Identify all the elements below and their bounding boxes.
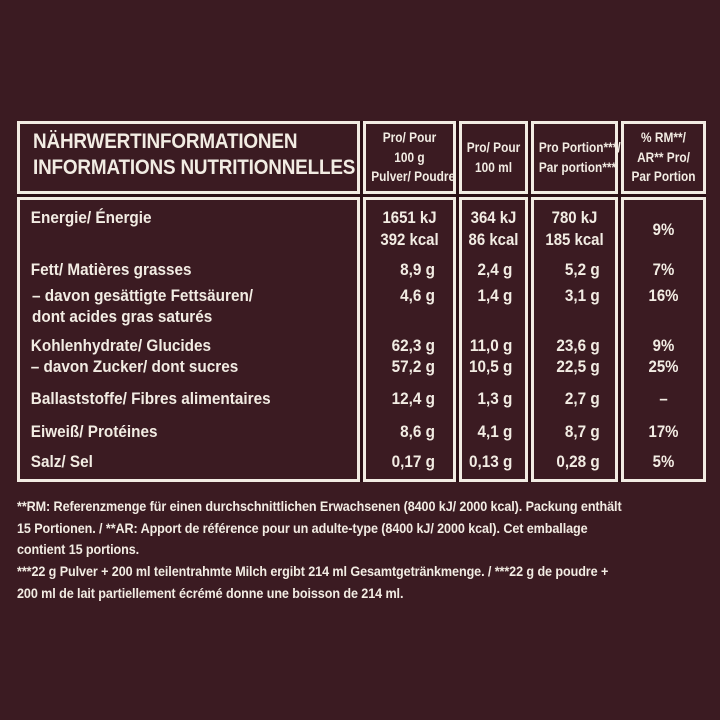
- nutrient-labels-column: [17, 197, 360, 482]
- value-percent: 9%: [652, 220, 675, 239]
- percent-rm-column: [621, 197, 706, 482]
- value-percent: 25%: [648, 357, 679, 376]
- value-cell: 12,4 g: [391, 389, 435, 408]
- header-line: AR** Pro/: [637, 149, 690, 165]
- value-cell: 0,13 g: [469, 452, 513, 471]
- nutrient-label-saturates: [20, 285, 357, 327]
- nutrient-label-fat: Fett/ Matières grasses: [30, 260, 192, 279]
- value-cell: 0,17 g: [391, 452, 435, 471]
- footnote-line: contient 15 portions.: [17, 541, 140, 557]
- value-cell: 23,6 g: [556, 336, 600, 355]
- value-percent: 16%: [648, 286, 679, 305]
- value-cell: 3,1 g: [564, 286, 600, 305]
- value-cell: 2,7 g: [564, 389, 600, 408]
- value-cell: 5,2 g: [564, 260, 600, 279]
- footnote-line: 200 ml de lait partiellement écrémé donne une boisson de 214 ml.: [17, 584, 404, 601]
- value-line-kcal: 185 kcal: [545, 230, 604, 249]
- value-cell: 8,6 g: [400, 422, 435, 441]
- column-header-percent-rm: [621, 121, 706, 194]
- footnote-line: **RM: Referenzmenge für einen durchschnittlichen Erwachsenen (8400 kJ/ 2000 kcal). Packung enthält: [17, 498, 622, 514]
- nutrient-label-energy: Energie/ Énergie: [30, 208, 152, 227]
- value-line-kcal: 86 kcal: [468, 230, 519, 249]
- table-body-row: [17, 197, 706, 482]
- values-per-portion-column: [531, 197, 618, 482]
- column-header-per-100g-powder: [363, 121, 456, 194]
- footnote-reference-amount: [17, 496, 717, 561]
- header-line: Pulver/ Poudre: [371, 169, 456, 185]
- value-energy-portion: [534, 207, 615, 253]
- value-cell: 11,0 g: [469, 336, 513, 355]
- value-line-kj: 364 kJ: [470, 208, 517, 227]
- value-line-kj: 1651 kJ: [382, 208, 437, 227]
- value-percent: 9%: [652, 336, 675, 355]
- value-cell: 8,9 g: [400, 260, 435, 279]
- nutrient-label-carbohydrate: Kohlenhydrate/ Glucides: [30, 336, 212, 355]
- value-energy-100g: [366, 207, 453, 253]
- value-cell: 62,3 g: [391, 336, 435, 355]
- value-cell: 4,1 g: [477, 422, 513, 441]
- header-line: 100 g: [394, 149, 425, 165]
- table-header-row: [17, 121, 706, 194]
- header-line: Par portion***: [538, 159, 617, 175]
- value-cell: 57,2 g: [391, 357, 435, 376]
- footnote-portion-preparation: [17, 561, 717, 604]
- header-line: Pro/ Pour: [382, 130, 437, 146]
- table-title: [17, 121, 360, 194]
- header-line: Pro/ Pour: [466, 140, 521, 155]
- nutrient-label-protein: Eiweiß/ Protéines: [30, 422, 158, 441]
- header-line: % RM**/: [641, 130, 686, 146]
- value-line-kj: 780 kJ: [551, 208, 598, 227]
- nutrient-label-line: dont acides gras saturés: [32, 307, 213, 326]
- value-cell: 0,28 g: [556, 452, 600, 471]
- value-cell: 4,6 g: [400, 286, 435, 305]
- value-percent: 7%: [652, 260, 675, 279]
- values-per-100ml-column: [459, 197, 528, 482]
- header-line: Pro Portion***/: [538, 140, 621, 155]
- nutrient-label-salt: Salz/ Sel: [30, 452, 93, 471]
- footnote-line: 15 Portionen. / **AR: Apport de référence pour un adulte-type (8400 kJ/ 2000 kcal). Cet emballage: [17, 519, 588, 536]
- value-percent-dash: –: [659, 389, 668, 408]
- value-line-kcal: 392 kcal: [380, 230, 439, 249]
- value-cell: 1,3 g: [477, 389, 513, 408]
- value-cell: 2,4 g: [477, 260, 513, 279]
- value-cell: 8,7 g: [564, 422, 600, 441]
- values-per-100g-column: [363, 197, 456, 482]
- value-cell: 1,4 g: [477, 286, 513, 305]
- header-line: 100 ml: [475, 159, 512, 175]
- footnote-line: ***22 g Pulver + 200 ml teilentrahmte Milch ergibt 214 ml Gesamtgetränkmenge. / ***22 g de poudre +: [17, 563, 609, 579]
- title-line-fr: INFORMATIONS NUTRITIONNELLES: [33, 156, 356, 179]
- value-energy-100ml: [462, 207, 525, 253]
- nutrient-label-fibre: Ballaststoffe/ Fibres alimentaires: [30, 389, 271, 408]
- value-cell: 10,5 g: [469, 357, 513, 376]
- nutrition-table: [17, 121, 706, 482]
- header-line: Par Portion: [631, 169, 696, 185]
- column-header-per-100ml: [459, 121, 528, 194]
- nutrient-label-sugars: – davon Zucker/ dont sucres: [30, 357, 239, 376]
- value-cell: 22,5 g: [556, 357, 600, 376]
- title-line-de: NÄHRWERTINFORMATIONEN: [33, 130, 298, 153]
- nutrient-label-line: – davon gesättigte Fettsäuren/: [32, 286, 254, 305]
- column-header-per-portion: [531, 121, 621, 194]
- value-percent: 17%: [648, 422, 679, 441]
- value-percent: 5%: [652, 452, 675, 471]
